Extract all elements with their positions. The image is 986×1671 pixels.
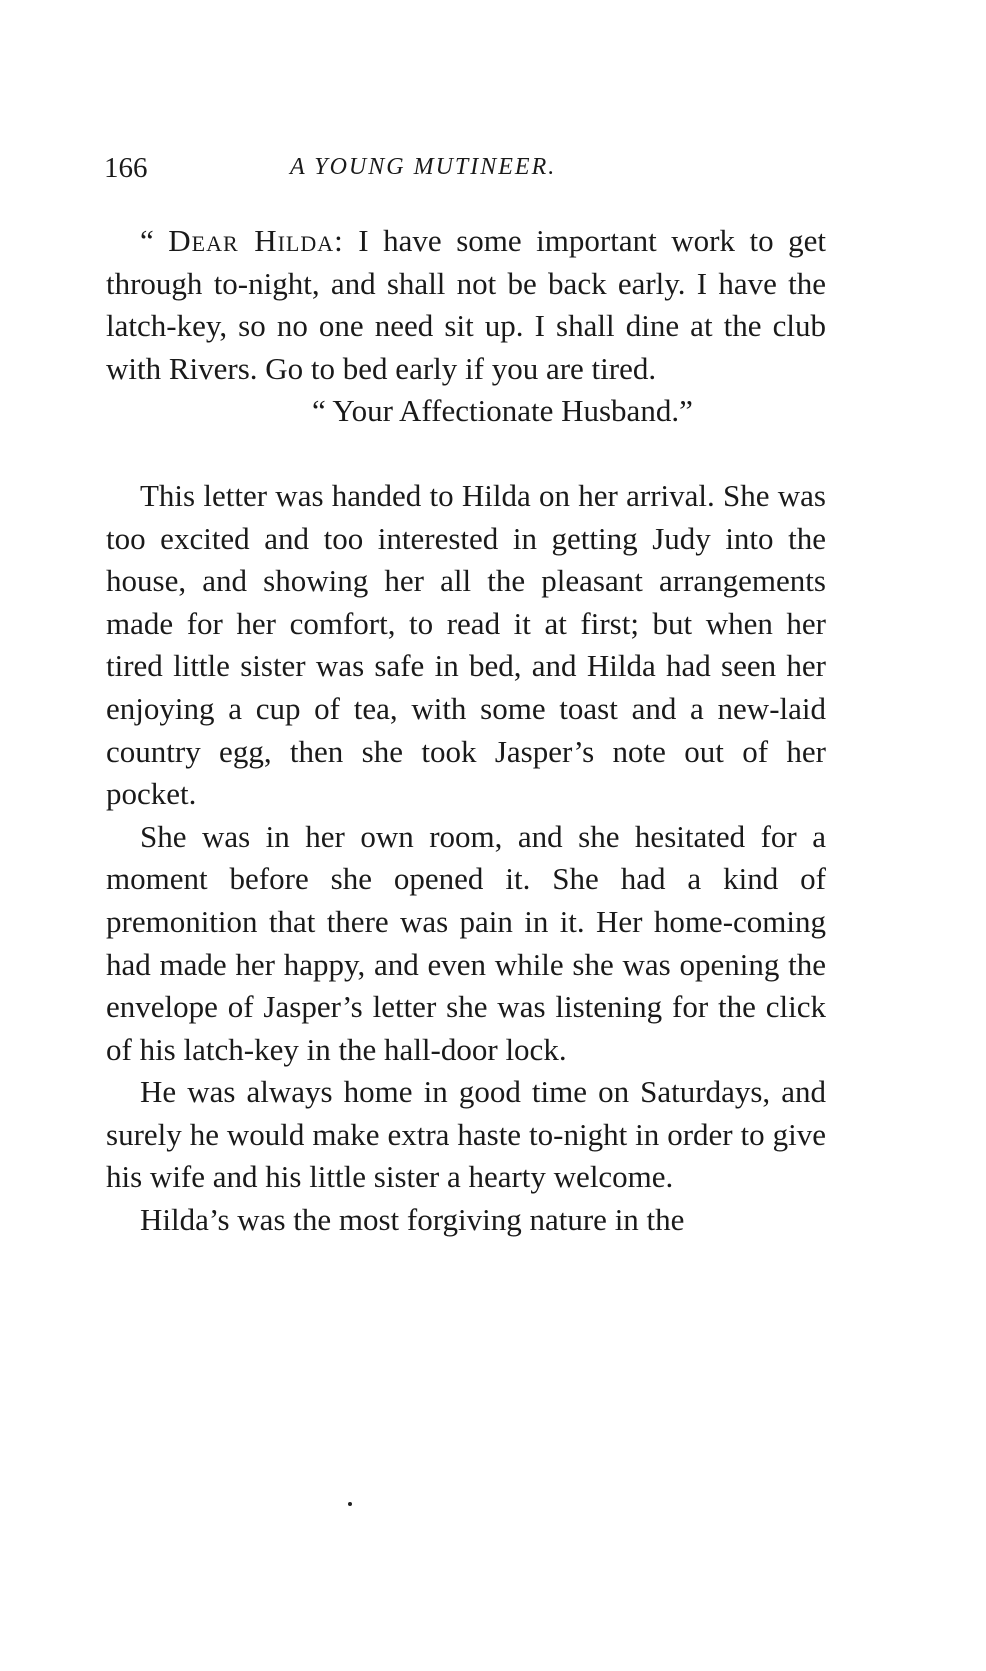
text-block	[106, 220, 826, 1242]
paragraph: He was always home in good time on Saturdays, and surely he would make extra haste to-night in order to give his wife and his little sister a hearty welcome.	[106, 1074, 826, 1195]
letter-signature: “ Your Affectionate Husband.”	[312, 393, 693, 429]
paragraph: This letter was handed to Hilda on her arrival. She was too excited and too interested in getting Judy into the house, and showing her all the pleasant arrangements made for her comfort, to read it at first; but when her tired little sister was safe in bed, and Hilda had seen her enjoying a cup of tea, with some toast and a new-laid country egg, then she took Jasper’s note out of her pocket.	[106, 477, 826, 812]
printer-mark	[348, 1502, 352, 1506]
letter-salutation: Dear Hilda:	[168, 223, 344, 258]
section-gap	[106, 433, 826, 475]
running-title: A YOUNG MUTINEER.	[290, 154, 557, 180]
paragraph: She was in her own room, and she hesitated for a moment before she opened it. She had a kind of premonition that there was pain in it. Her home-coming had made her happy, and even while she was opening the envelope of Jasper’s letter she was listening for the click of his latch-key in the hall-door lock.	[106, 818, 826, 1067]
running-head	[100, 152, 870, 192]
letter-text: I have some important work to get through to-night, and shall not be back early. I have the latch-key, so no one need sit up. I shall dine at the club with Rivers. Go to bed early if you are tired.	[106, 223, 826, 386]
page-number: 166	[104, 152, 148, 184]
paragraph-continued: Hilda’s was the most forgiving nature in the	[140, 1202, 685, 1238]
letter-body: “ Dear Hilda: I have some important work to get through to-night, and shall not be back early. I have the latch-key, so no one need sit up. I shall dine at the club with Rivers. Go to bed early if you are tired.	[106, 223, 826, 386]
